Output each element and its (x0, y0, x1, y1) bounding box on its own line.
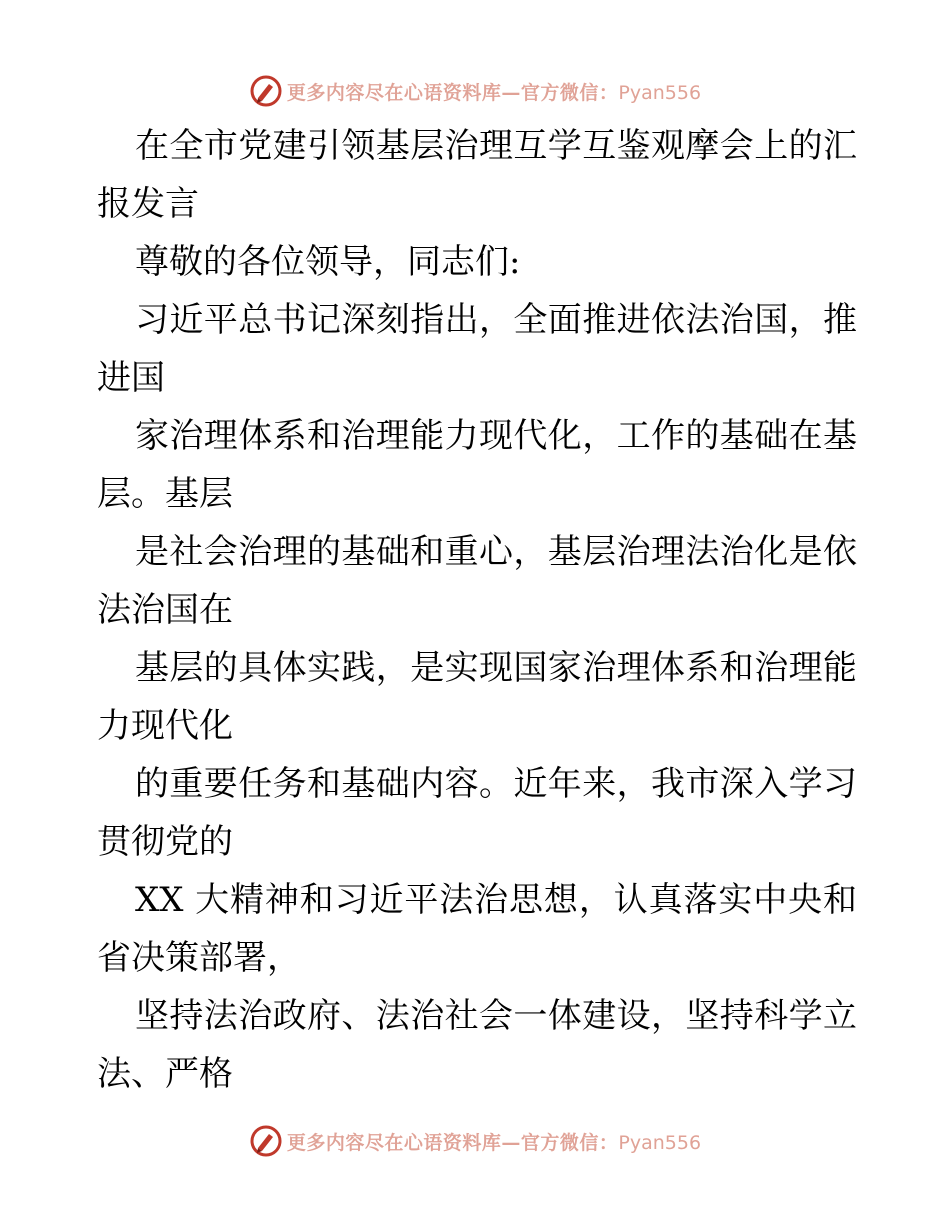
body-paragraph: 是社会治理的基础和重心，基层治理法治化是依法治国在 (97, 532, 857, 630)
watermark-wechat-id: Pyan556 (618, 1131, 702, 1154)
watermark-text: 更多内容尽在心语资料库—官方微信：Pyan556 (286, 1131, 702, 1154)
watermark-text: 更多内容尽在心语资料库—官方微信：Pyan556 (286, 81, 702, 104)
body-paragraph: 习近平总书记深刻指出，全面推进依法治国，推进国 (97, 300, 857, 398)
pen-logo-icon (249, 1124, 283, 1158)
body-paragraph: 基层的具体实践，是实现国家治理体系和治理能力现代化 (97, 648, 857, 746)
salutation: 尊敬的各位领导，同志们: (135, 242, 521, 282)
document-body (97, 117, 857, 1103)
watermark-wechat-id: Pyan556 (618, 81, 702, 104)
document-title: 在全市党建引领基层治理互学互鉴观摩会上的汇报发言 (97, 126, 857, 224)
header-watermark (0, 71, 950, 111)
pen-logo-icon (249, 74, 283, 108)
body-paragraph: 的重要任务和基础内容。近年来，我市深入学习贯彻党的 (97, 764, 857, 862)
body-paragraph: XX 大精神和习近平法治思想，认真落实中央和省决策部署， (97, 880, 857, 978)
body-paragraph: 坚持法治政府、法治社会一体建设，坚持科学立法、严格 (97, 996, 857, 1094)
footer-watermark (0, 1121, 950, 1161)
body-paragraph: 家治理体系和治理能力现代化，工作的基础在基层。基层 (97, 416, 857, 514)
